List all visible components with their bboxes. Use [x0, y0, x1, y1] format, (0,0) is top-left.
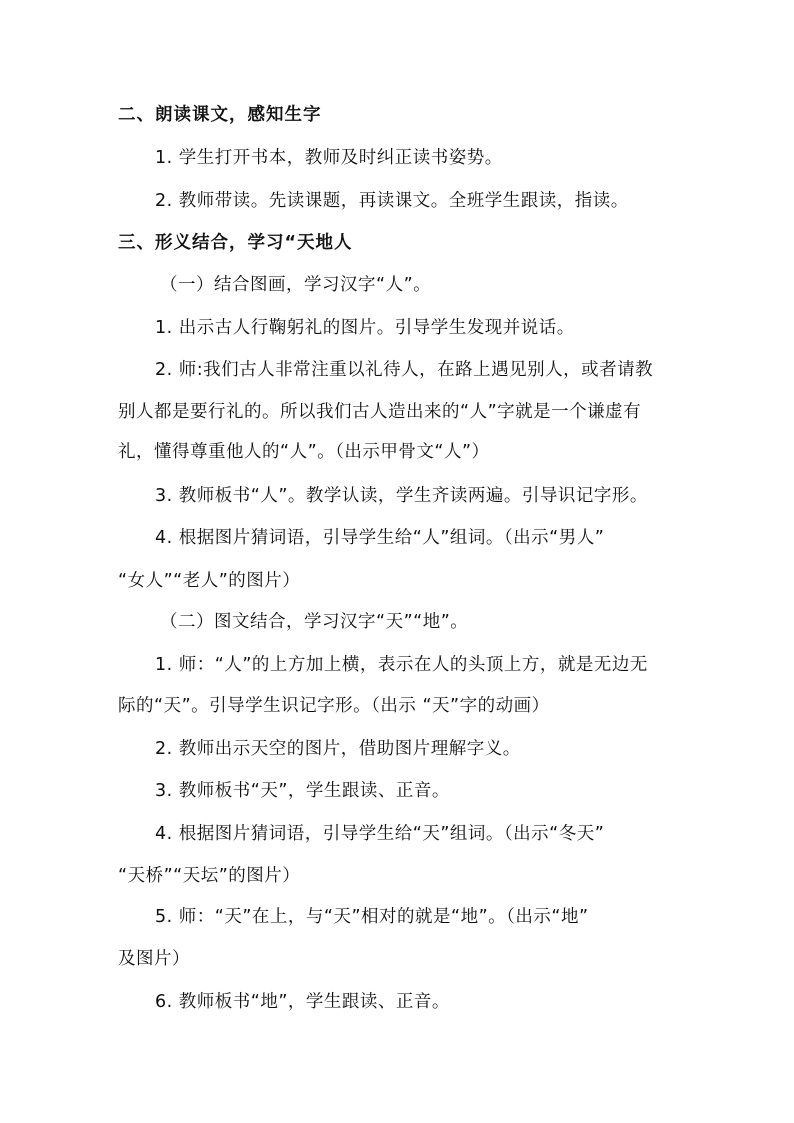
section-heading-2: 二、朗读课文，感知生字	[118, 105, 322, 125]
paragraph-line: 别人都是要行礼的。所以我们古人造出来的“人”字就是一个谦虚有	[118, 402, 642, 422]
paragraph-line: “天桥”“天坛”的图片）	[118, 866, 301, 886]
paragraph-line: “女人”“老人”的图片）	[118, 571, 301, 591]
subsection-heading-2: （二）图文结合，学习汉字“天”“地”。	[160, 612, 469, 632]
paragraph-line: 2. 教师出示天空的图片，借助图片理解字义。	[155, 739, 521, 759]
section-heading-3: 三、形义结合，学习“天地人	[118, 233, 353, 253]
paragraph-line: 2. 教师带读。先读课题，再读课文。全班学生跟读，指读。	[155, 191, 629, 211]
subsection-heading-1: （一）结合图画，学习汉字“人”。	[160, 275, 432, 295]
paragraph-line: 及图片）	[118, 949, 190, 969]
paragraph-line: 礼，懂得尊重他人的“人”。（出示甲骨文“人”）	[118, 442, 490, 462]
paragraph-line: 际的“天”。引导学生识记字形。（出示 “天”字的动画）	[118, 696, 550, 716]
paragraph-line: 1. 师：“人”的上方加上横，表示在人的头顶上方，就是无边无	[155, 655, 648, 675]
paragraph-line: 4. 根据图片猜词语，引导学生给“人”组词。（出示“男人”	[155, 528, 605, 548]
paragraph-line: 5. 师：“天”在上，与“天”相对的就是“地”。（出示“地”	[155, 907, 589, 927]
paragraph-line: 2. 师:我们古人非常注重以礼待人，在路上遇见别人，或者请教	[155, 360, 654, 380]
paragraph-line: 4. 根据图片猜词语，引导学生给“天”组词。（出示“冬天”	[155, 824, 605, 844]
paragraph-line: 1. 出示古人行鞠躬礼的图片。引导学生发现并说话。	[155, 318, 575, 338]
paragraph-line: 6. 教师板书“地”，学生跟读、正音。	[155, 992, 450, 1012]
paragraph-line: 3. 教师板书“人”。教学认读，学生齐读两遍。引导识记字形。	[155, 486, 648, 506]
paragraph-line: 1. 学生打开书本，教师及时纠正读书姿势。	[155, 148, 503, 168]
paragraph-line: 3. 教师板书“天”，学生跟读、正音。	[155, 781, 450, 801]
